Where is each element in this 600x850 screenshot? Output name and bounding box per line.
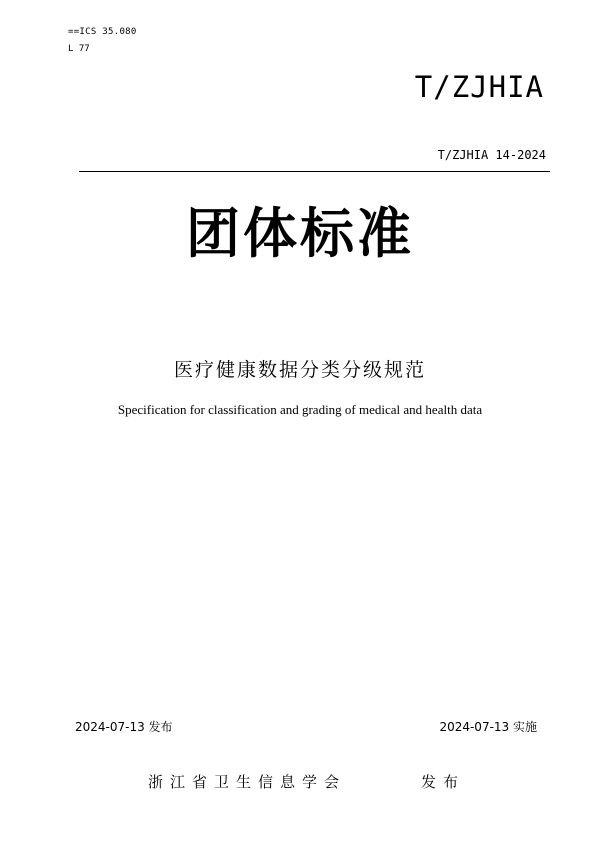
ccs-code: L 77 xyxy=(68,44,90,54)
issue-label: 发布 xyxy=(421,773,466,791)
standard-type-heading: 团体标准 xyxy=(186,202,414,265)
document-title-cn: 医疗健康数据分类分级规范 xyxy=(173,359,426,381)
standard-number: T/ZJHIA 14-2024 xyxy=(437,148,546,162)
ics-code: ==ICS 35.080 xyxy=(68,27,137,37)
publisher-name: 浙江省卫生信息学会 xyxy=(148,773,347,791)
implement-date: 2024-07-13 实施 xyxy=(439,720,537,734)
publish-date: 2024-07-13 发布 xyxy=(75,720,173,734)
standard-code-large: T/ZJHIA xyxy=(414,70,544,104)
document-title-en: Specification for classification and grading of medical and health data xyxy=(117,402,483,417)
header-rule xyxy=(79,171,550,172)
